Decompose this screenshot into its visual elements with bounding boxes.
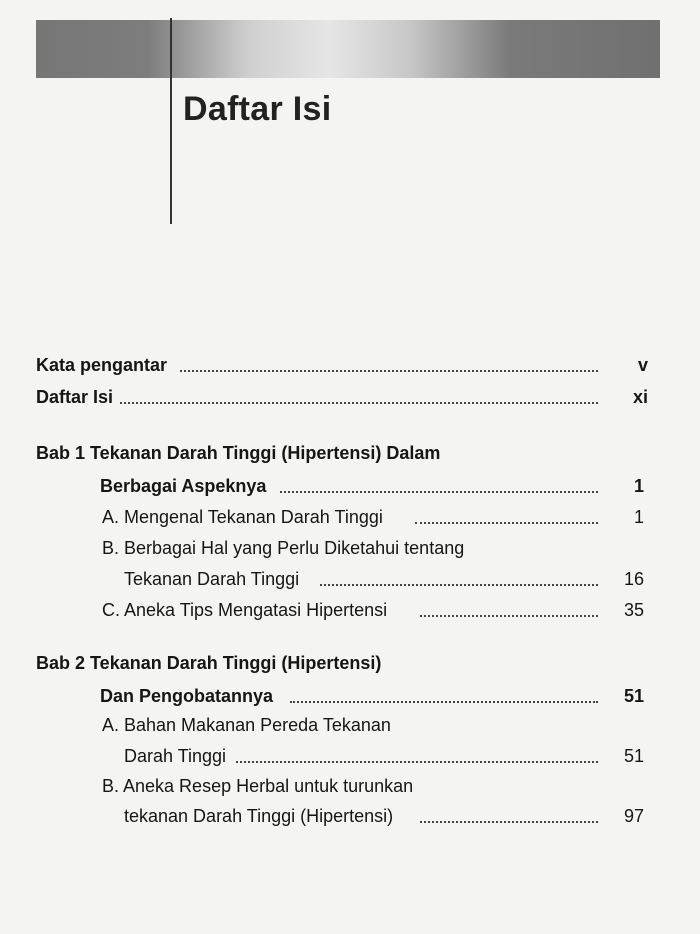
toc-entry-page: 16 [623,569,644,589]
leader-dots [180,352,598,372]
toc-section-1c[interactable] [0,597,700,623]
chapter-title: Bab 2 Tekanan Darah Tinggi (Hipertensi) [36,653,382,673]
toc-entry-page: 97 [623,806,644,826]
toc-section-2b-line1 [0,773,700,799]
toc-entry-page: v [637,355,648,375]
toc-entry-page: 51 [623,686,644,706]
toc-entry-label: C. Aneka Tips Mengatasi Hipertensi [102,597,389,623]
toc-section-1b-line1 [0,535,700,561]
toc-entry-label: Tekanan Darah Tinggi [124,566,301,592]
toc-entry-page: 35 [623,600,644,620]
header-gradient-bar [36,20,660,78]
toc-entry-label: Darah Tinggi [124,743,228,769]
toc-entry-label: A. Mengenal Tekanan Darah Tinggi [102,504,385,530]
toc-section-2a[interactable] [0,743,700,769]
toc-entry-page: 1 [633,507,644,527]
toc-chapter-1-heading [0,440,700,466]
toc-entry-label: Daftar Isi [36,384,115,410]
toc-entry-label: A. Bahan Makanan Pereda Tekanan [102,715,391,735]
toc-entry-page: xi [632,387,648,407]
leader-dots [236,743,598,763]
chapter-title: Bab 1 Tekanan Darah Tinggi (Hipertensi) Dalam [36,443,441,463]
leader-dots [320,566,598,586]
toc-entry-label: B. Berbagai Hal yang Perlu Diketahui tentang [102,538,465,558]
toc-entry-label: Berbagai Aspeknya [100,473,268,499]
leader-dots [420,597,598,617]
toc-entry-page: 51 [623,746,644,766]
toc-entry-label: B. Aneka Resep Herbal untuk turunkan [102,776,414,796]
toc-section-2a-line1 [0,712,700,738]
leader-dots [280,473,598,493]
toc-chapter-2-heading [0,650,700,676]
toc-chapter-2[interactable] [0,683,700,709]
leader-dots [290,683,598,703]
toc-entry-kata-pengantar[interactable] [0,352,700,378]
leader-dots [120,384,598,404]
vertical-divider-line [170,18,172,224]
toc-entry-label: Dan Pengobatannya [100,683,275,709]
page-title: Daftar Isi [183,90,332,128]
leader-dots [420,803,598,823]
toc-section-2b[interactable] [0,803,700,829]
toc-entry-page: 1 [633,476,644,496]
toc-section-1a[interactable] [0,504,700,530]
toc-entry-daftar-isi[interactable] [0,384,700,410]
toc-entry-label: Kata pengantar [36,352,169,378]
toc-chapter-1[interactable] [0,473,700,499]
leader-dots [415,504,598,524]
toc-section-1b[interactable] [0,566,700,592]
toc-entry-label: tekanan Darah Tinggi (Hipertensi) [124,803,395,829]
